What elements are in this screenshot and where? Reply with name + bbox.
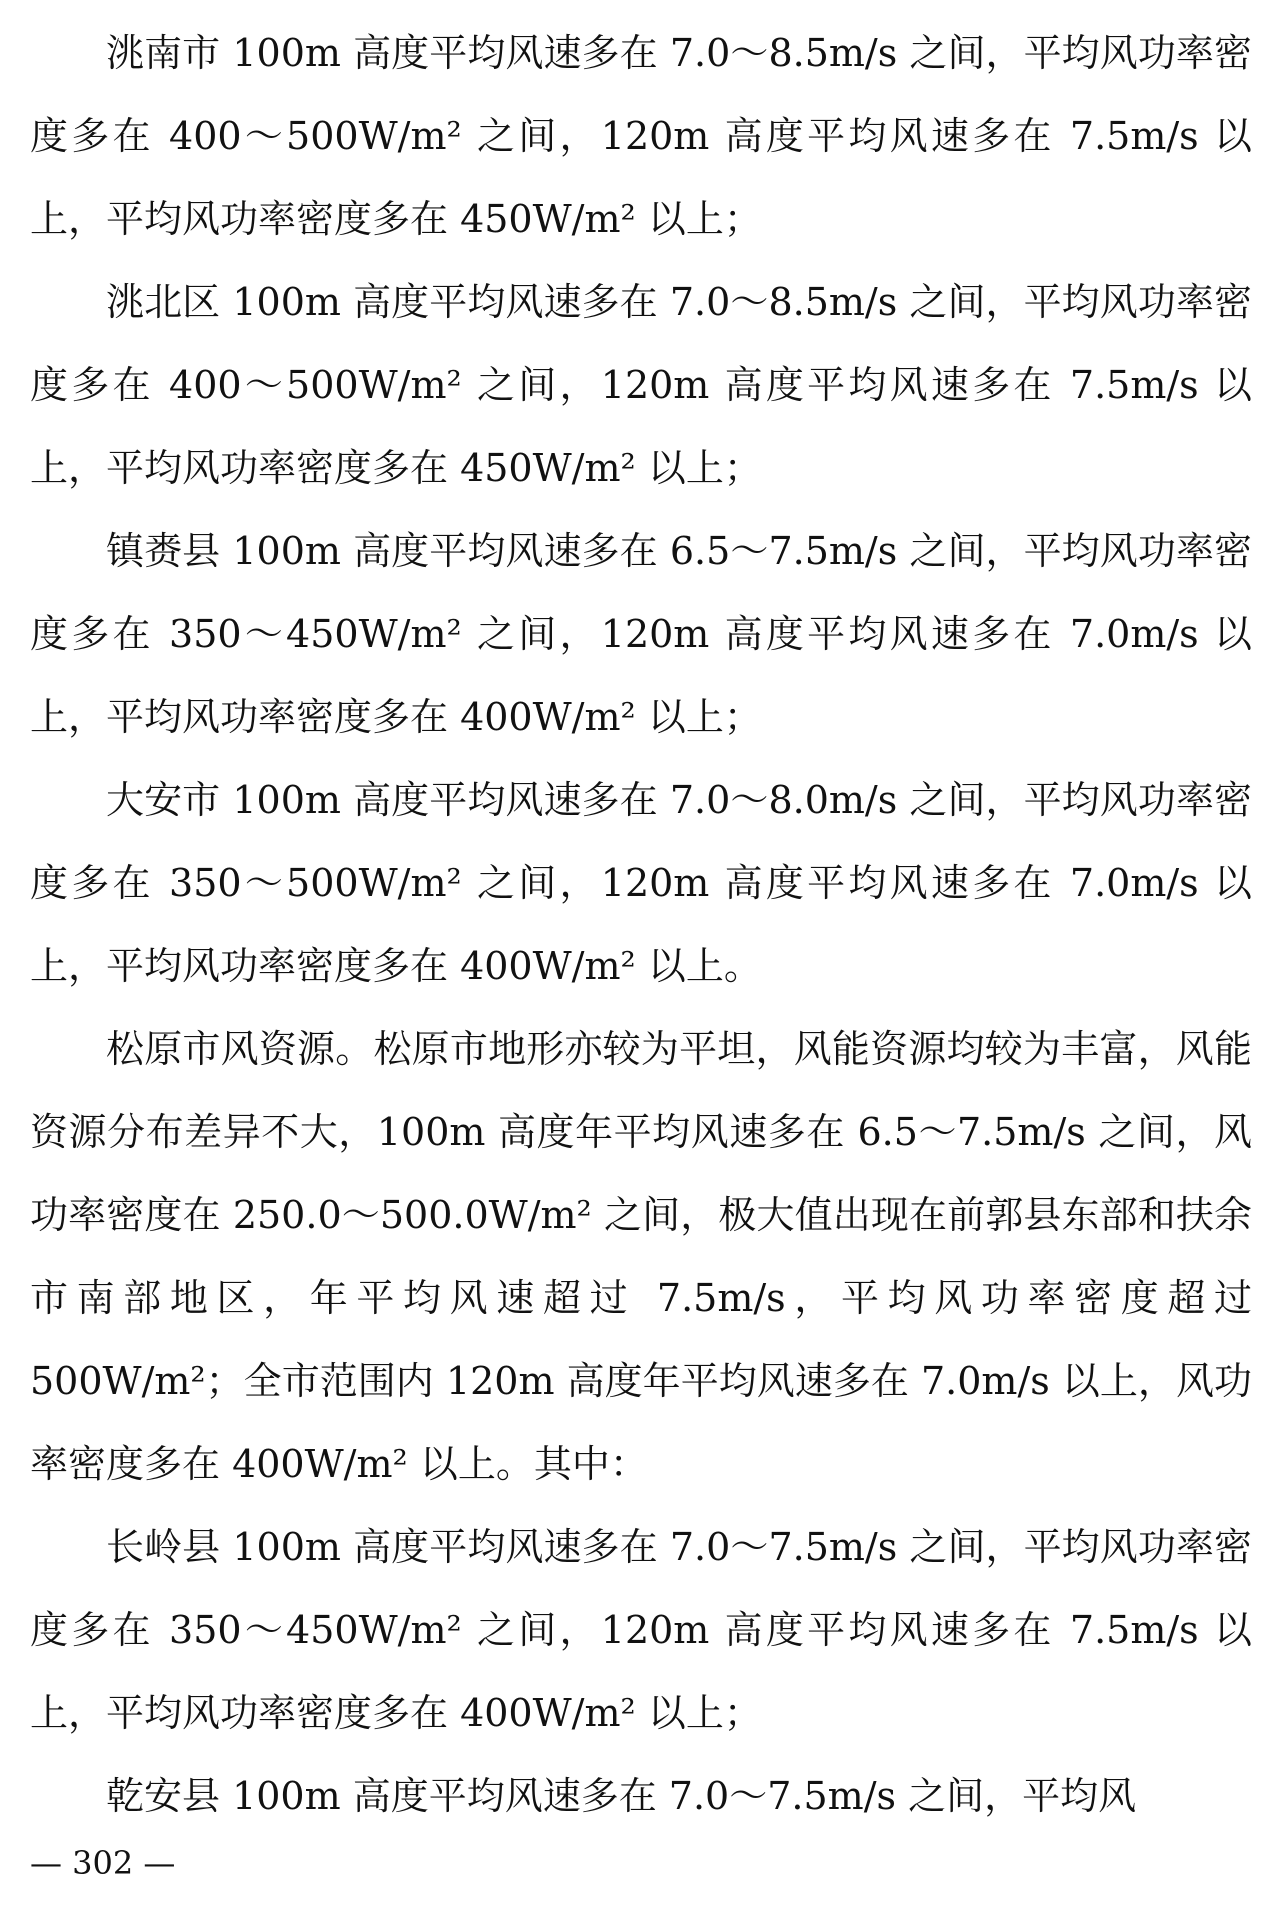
paragraph-qianan: 乾安县 100m 高度平均风速多在 7.0～7.5m/s 之间，平均风 [106, 1774, 1137, 1818]
paragraph-zhenlai: 镇赉县 100m 高度平均风速多在 6.5～7.5m/s 之间，平均风功率密度多在 350～450W/m² 之间，120m 高度平均风速多在 7.0m/s 以上，平均风功率密度多在 400W/m² 以上； [30, 529, 1252, 739]
paragraph-songyuan: 松原市风资源。松原市地形亦较为平坦，风能资源均较为丰富，风能资源分布差异不大，100m 高度年平均风速多在 6.5～7.5m/s 之间，风功率密度在 250.0～500.0W/m² 之间，极大值出现在前郭县东部和扶余市南部地区，年平均风速超过 7.5m/s，平均风功率密度超过 500W/m²；全市范围内 120m 高度年平均风速多在 7.0m/s 以上，风功率密度多在 400W/m² 以上。其中： [30, 1027, 1252, 1486]
page-number: — 302 — [30, 1844, 176, 1882]
paragraph-daan: 大安市 100m 高度平均风速多在 7.0～8.0m/s 之间，平均风功率密度多在 350～500W/m² 之间，120m 高度平均风速多在 7.0m/s 以上，平均风功率密度多在 400W/m² 以上。 [30, 778, 1252, 988]
paragraph-taonan: 洮南市 100m 高度平均风速多在 7.0～8.5m/s 之间，平均风功率密度多在 400～500W/m² 之间，120m 高度平均风速多在 7.5m/s 以上，平均风功率密度多在 450W/m² 以上； [30, 31, 1252, 241]
paragraph-taobei: 洮北区 100m 高度平均风速多在 7.0～8.5m/s 之间，平均风功率密度多在 400～500W/m² 之间，120m 高度平均风速多在 7.5m/s 以上，平均风功率密度多在 450W/m² 以上； [30, 280, 1252, 490]
paragraph-changling: 长岭县 100m 高度平均风速多在 7.0～7.5m/s 之间，平均风功率密度多在 350～450W/m² 之间，120m 高度平均风速多在 7.5m/s 以上，平均风功率密度多在 400W/m² 以上； [30, 1525, 1252, 1735]
body-text [30, 12, 1252, 1838]
